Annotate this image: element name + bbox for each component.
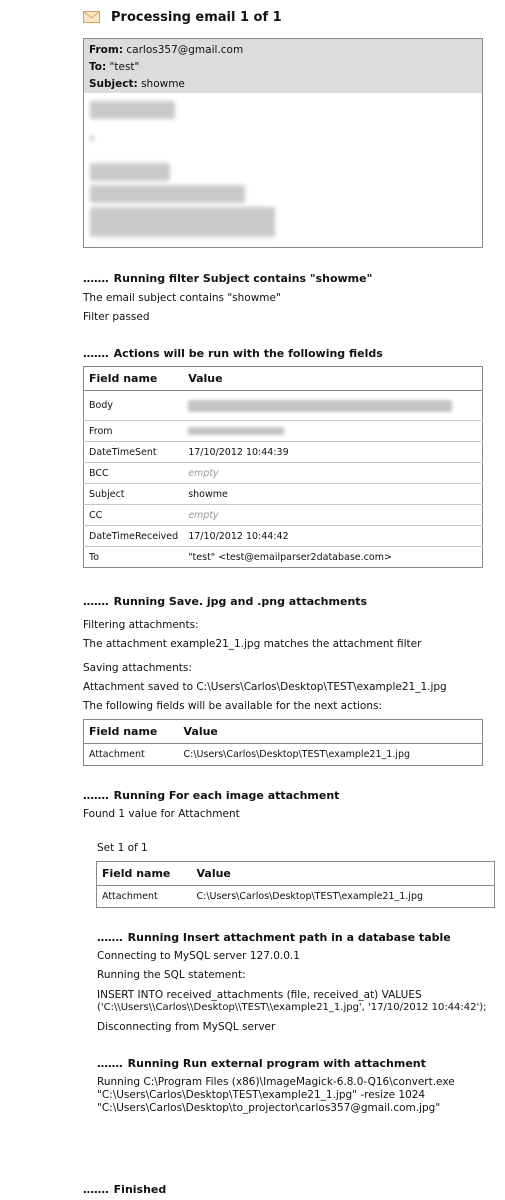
field-name-cell: From [84, 421, 184, 442]
table-row [84, 526, 483, 547]
table-row [84, 547, 483, 568]
save-line-3: Saving attachments: [83, 662, 192, 674]
field-value-cell-blurred [183, 391, 482, 421]
column-header-field-name: Field name [84, 720, 179, 744]
table-header-row [84, 720, 483, 744]
save-line-5: The following fields will be available for the next actions: [83, 700, 383, 712]
column-header-field-name: Field name [84, 367, 184, 391]
field-value-cell: empty [183, 505, 482, 526]
table-row [84, 391, 483, 421]
blurred-body-text [90, 185, 245, 203]
field-name-cell: Attachment [84, 744, 179, 766]
external-line-1: Running C:\Program Files (x86)\ImageMagick-6.8.0-Q16\convert.exe [97, 1076, 455, 1088]
table-header-row [97, 862, 495, 886]
section-heading-external: ․․․․․․․ Running Run external program with attachment [97, 1057, 426, 1070]
field-value-cell-blurred [183, 421, 482, 442]
field-name-cell: DateTimeReceived [84, 526, 184, 547]
field-name-cell: Subject [84, 484, 184, 505]
field-value-cell: 17/10/2012 10:44:39 [183, 442, 482, 463]
blurred-body-text [90, 163, 170, 181]
field-name-cell: Body [84, 391, 184, 421]
set-label: Set 1 of 1 [97, 842, 148, 854]
field-value-cell: empty [183, 463, 482, 484]
table-row [84, 484, 483, 505]
table-row [84, 505, 483, 526]
to-label: To: [89, 61, 107, 73]
table-header-row [84, 367, 483, 391]
section-heading-filter: ․․․․․․․ Running filter Subject contains "showme" [83, 272, 373, 285]
field-name-cell: To [84, 547, 184, 568]
table-row [84, 744, 483, 766]
finished-heading: ․․․․․․․ Finished [83, 1183, 167, 1196]
table-row [97, 886, 495, 908]
from-value: carlos357@gmail.com [126, 44, 244, 56]
insert-line-3: INSERT INTO received_attachments (file, received_at) VALUES [97, 989, 422, 1001]
blurred-body-text [90, 101, 175, 119]
table-row [84, 421, 483, 442]
save-line-2: The attachment example21_1.jpg matches the attachment filter [83, 638, 422, 650]
filter-line-2: Filter passed [83, 311, 150, 323]
table-row [84, 463, 483, 484]
insert-line-4: ('C:\\Users\\Carlos\\Desktop\\TEST\\example21_1.jpg', '17/10/2012 10:44:42'); [97, 1002, 487, 1013]
subject-label: Subject: [89, 78, 138, 90]
save-line-4: Attachment saved to C:\Users\Carlos\Desktop\TEST\example21_1.jpg [83, 681, 447, 693]
to-value: "test" [109, 61, 140, 73]
column-header-value: Value [192, 862, 495, 886]
field-value-cell: C:\Users\Carlos\Desktop\TEST\example21_1.jpg [192, 886, 495, 908]
section-heading-insert: ․․․․․․․ Running Insert attachment path in a database table [97, 931, 451, 944]
column-header-field-name: Field name [97, 862, 192, 886]
insert-line-2: Running the SQL statement: [97, 969, 246, 981]
section-heading-actions: ․․․․․․․ Actions will be run with the following fields [83, 347, 383, 360]
section-heading-foreach: ․․․․․․․ Running For each image attachment [83, 789, 340, 802]
field-name-cell: BCC [84, 463, 184, 484]
insert-line-5: Disconnecting from MySQL server [97, 1021, 276, 1033]
save-fields-table [83, 719, 483, 766]
envelope-icon [83, 11, 100, 23]
page-title: Processing email 1 of 1 [111, 9, 282, 25]
field-value-cell: "test" <test@emailparser2database.com> [183, 547, 482, 568]
field-name-cell: CC [84, 505, 184, 526]
save-line-1: Filtering attachments: [83, 619, 199, 631]
actions-fields-table [83, 366, 483, 568]
external-line-3: "C:\Users\Carlos\Desktop\to_projector\carlos357@gmail.com.jpg" [97, 1102, 441, 1114]
blurred-body-text [90, 207, 275, 237]
foreach-fields-table [96, 861, 495, 908]
filter-line-1: The email subject contains "showme" [83, 292, 281, 304]
field-value-cell: C:\Users\Carlos\Desktop\TEST\example21_1.jpg [179, 744, 483, 766]
email-preview [83, 38, 483, 248]
subject-value: showme [141, 78, 185, 90]
field-value-cell: 17/10/2012 10:44:42 [183, 526, 482, 547]
table-row [84, 442, 483, 463]
from-label: From: [89, 44, 124, 56]
section-heading-save: ․․․․․․․ Running Save. jpg and .png attachments [83, 595, 368, 608]
field-name-cell: DateTimeSent [84, 442, 184, 463]
blurred-body-text [90, 135, 94, 141]
insert-line-1: Connecting to MySQL server 127.0.0.1 [97, 950, 300, 962]
email-headers [84, 39, 482, 93]
field-value-cell: showme [183, 484, 482, 505]
field-name-cell: Attachment [97, 886, 192, 908]
external-line-2: "C:\Users\Carlos\Desktop\TEST\example21_1.jpg" -resize 1024 [97, 1089, 426, 1101]
column-header-value: Value [183, 367, 482, 391]
foreach-line-1: Found 1 value for Attachment [83, 808, 240, 820]
processing-header [83, 6, 282, 28]
column-header-value: Value [179, 720, 483, 744]
